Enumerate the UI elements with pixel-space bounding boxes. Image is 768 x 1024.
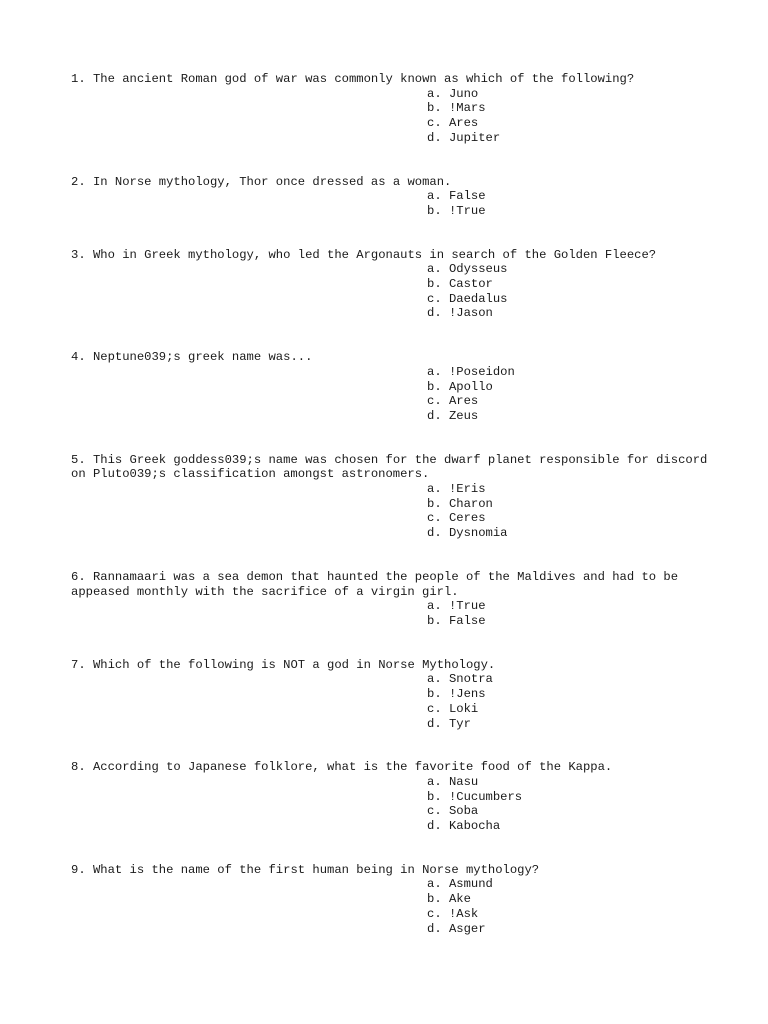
answer-option (427, 497, 711, 512)
answer-option (427, 790, 711, 805)
answer-option (427, 262, 711, 277)
question-block (71, 570, 711, 629)
answer-option (427, 702, 711, 717)
question-number: 1. (71, 72, 86, 86)
option-text: Tyr (448, 716, 471, 731)
question-prompt: What is the name of the first human being in Norse mythology? (92, 862, 540, 877)
option-letter: c. (427, 906, 442, 921)
answer-option (427, 526, 711, 541)
option-letter: d. (427, 408, 442, 423)
option-letter: b. (427, 101, 442, 116)
option-text: False (448, 189, 486, 204)
answer-option (427, 116, 711, 131)
question-text (71, 760, 711, 775)
answer-option (427, 189, 711, 204)
question-text (71, 452, 715, 482)
answer-option (427, 614, 711, 629)
question-prompt: The ancient Roman god of war was commonly known as which of the following? (92, 72, 635, 86)
option-text: Asger (448, 921, 486, 936)
answer-option (427, 717, 711, 732)
option-letter: c. (427, 291, 442, 306)
option-letter: d. (427, 819, 442, 834)
option-text: Ares (448, 394, 479, 409)
option-letter: b. (427, 379, 442, 394)
option-text: !Jason (448, 306, 493, 321)
answer-option (427, 87, 711, 102)
answer-options (427, 599, 711, 628)
option-letter: c. (427, 701, 442, 716)
question-text (71, 72, 711, 87)
answer-option (427, 380, 711, 395)
answer-option (427, 394, 711, 409)
option-letter: b. (427, 496, 442, 511)
question-prompt: In Norse mythology, Thor once dressed as a woman. (92, 174, 452, 189)
answer-option (427, 204, 711, 219)
option-letter: a. (427, 189, 442, 204)
option-letter: a. (427, 877, 442, 892)
option-text: Nasu (448, 774, 479, 789)
option-letter: b. (427, 203, 442, 218)
question-prompt: Who in Greek mythology, who led the Argonauts in search of the Golden Fleece? (92, 247, 657, 262)
option-text: Snotra (448, 672, 493, 687)
answer-option (427, 511, 711, 526)
question-prompt: Neptune039;s greek name was... (92, 350, 313, 365)
answer-option (427, 131, 711, 146)
option-letter: c. (427, 804, 442, 819)
option-text: Loki (448, 701, 479, 716)
question-prompt: Rannamaari was a sea demon that haunted the people of the Maldives and had to be appeased monthly with the sacrifice of a virgin girl. (71, 569, 686, 599)
answer-option (427, 877, 711, 892)
option-text: False (448, 613, 486, 628)
option-letter: a. (427, 364, 442, 379)
question-prompt: According to Japanese folklore, what is the favorite food of the Kappa. (92, 760, 613, 775)
option-letter: a. (427, 774, 442, 789)
option-letter: d. (427, 921, 442, 936)
option-letter: d. (427, 306, 442, 321)
option-text: !Cucumbers (448, 789, 523, 804)
option-text: Castor (448, 277, 493, 292)
question-block (71, 760, 711, 834)
question-number: 8. (71, 760, 86, 775)
option-letter: b. (427, 277, 442, 292)
option-text: !Jens (448, 687, 486, 702)
question-text (71, 570, 711, 599)
question-text (71, 658, 711, 673)
question-block (71, 72, 711, 146)
question-block (71, 175, 711, 219)
option-text: !Mars (448, 101, 486, 116)
option-text: Charon (448, 496, 493, 511)
option-text: Dysnomia (448, 526, 508, 541)
question-text (71, 863, 711, 878)
quiz-document (71, 72, 715, 965)
option-text: !Poseidon (448, 364, 515, 379)
option-text: Jupiter (448, 130, 501, 145)
answer-option (427, 804, 711, 819)
answer-options (427, 189, 711, 218)
answer-option (427, 687, 711, 702)
option-text: Ake (448, 892, 471, 907)
answer-option (427, 482, 711, 497)
answer-option (427, 599, 711, 614)
answer-options (427, 672, 711, 731)
answer-option (427, 907, 711, 922)
question-text (71, 350, 711, 365)
option-letter: a. (427, 599, 442, 614)
option-letter: b. (427, 789, 442, 804)
question-text (71, 248, 711, 263)
answer-option (427, 365, 711, 380)
option-letter: c. (427, 511, 442, 526)
question-number: 4. (71, 350, 86, 365)
question-number: 5. (71, 452, 86, 467)
option-text: Zeus (448, 408, 479, 423)
option-text: Odysseus (448, 262, 508, 277)
option-letter: a. (427, 482, 442, 497)
answer-options (427, 87, 711, 146)
option-letter: a. (427, 86, 442, 101)
option-text: !Ask (448, 906, 479, 921)
option-letter: a. (427, 672, 442, 687)
option-text: Soba (448, 804, 479, 819)
answer-options (427, 775, 711, 834)
option-letter: b. (427, 687, 442, 702)
question-prompt: Which of the following is NOT a god in Norse Mythology. (92, 657, 496, 672)
answer-option (427, 922, 711, 937)
option-letter: d. (427, 526, 442, 541)
option-letter: d. (427, 130, 442, 145)
option-text: Kabocha (448, 819, 501, 834)
answer-option (427, 672, 711, 687)
option-letter: b. (427, 892, 442, 907)
option-text: !True (448, 599, 486, 614)
question-text (71, 175, 711, 190)
option-text: !True (448, 203, 486, 218)
option-letter: a. (427, 262, 442, 277)
answer-options (427, 482, 711, 541)
answer-option (427, 775, 711, 790)
answer-options (427, 877, 711, 936)
answer-option (427, 306, 711, 321)
question-number: 7. (71, 657, 86, 672)
question-number: 3. (71, 247, 86, 262)
question-block (71, 863, 711, 937)
option-text: Juno (448, 86, 479, 101)
question-number: 6. (71, 569, 86, 584)
answer-option (427, 101, 711, 116)
option-letter: c. (427, 116, 442, 131)
question-number: 9. (71, 862, 86, 877)
option-letter: c. (427, 394, 442, 409)
question-block (71, 452, 715, 541)
option-text: Ares (448, 116, 479, 131)
answer-option (427, 819, 711, 834)
question-block (71, 350, 711, 424)
option-text: !Eris (448, 482, 486, 497)
answer-option (427, 292, 711, 307)
option-text: Asmund (448, 877, 493, 892)
question-prompt: This Greek goddess039;s name was chosen for the dwarf planet responsible for discord on Pluto039;s classification amongst astronomers. (71, 452, 715, 482)
option-text: Daedalus (448, 291, 508, 306)
answer-option (427, 892, 711, 907)
answer-options (427, 262, 711, 321)
question-block (71, 658, 711, 732)
answer-options (427, 365, 711, 424)
option-text: Ceres (448, 511, 486, 526)
answer-option (427, 409, 711, 424)
option-letter: b. (427, 613, 442, 628)
option-text: Apollo (448, 379, 493, 394)
question-block (71, 248, 711, 322)
option-letter: d. (427, 716, 442, 731)
answer-option (427, 277, 711, 292)
question-number: 2. (71, 174, 86, 189)
